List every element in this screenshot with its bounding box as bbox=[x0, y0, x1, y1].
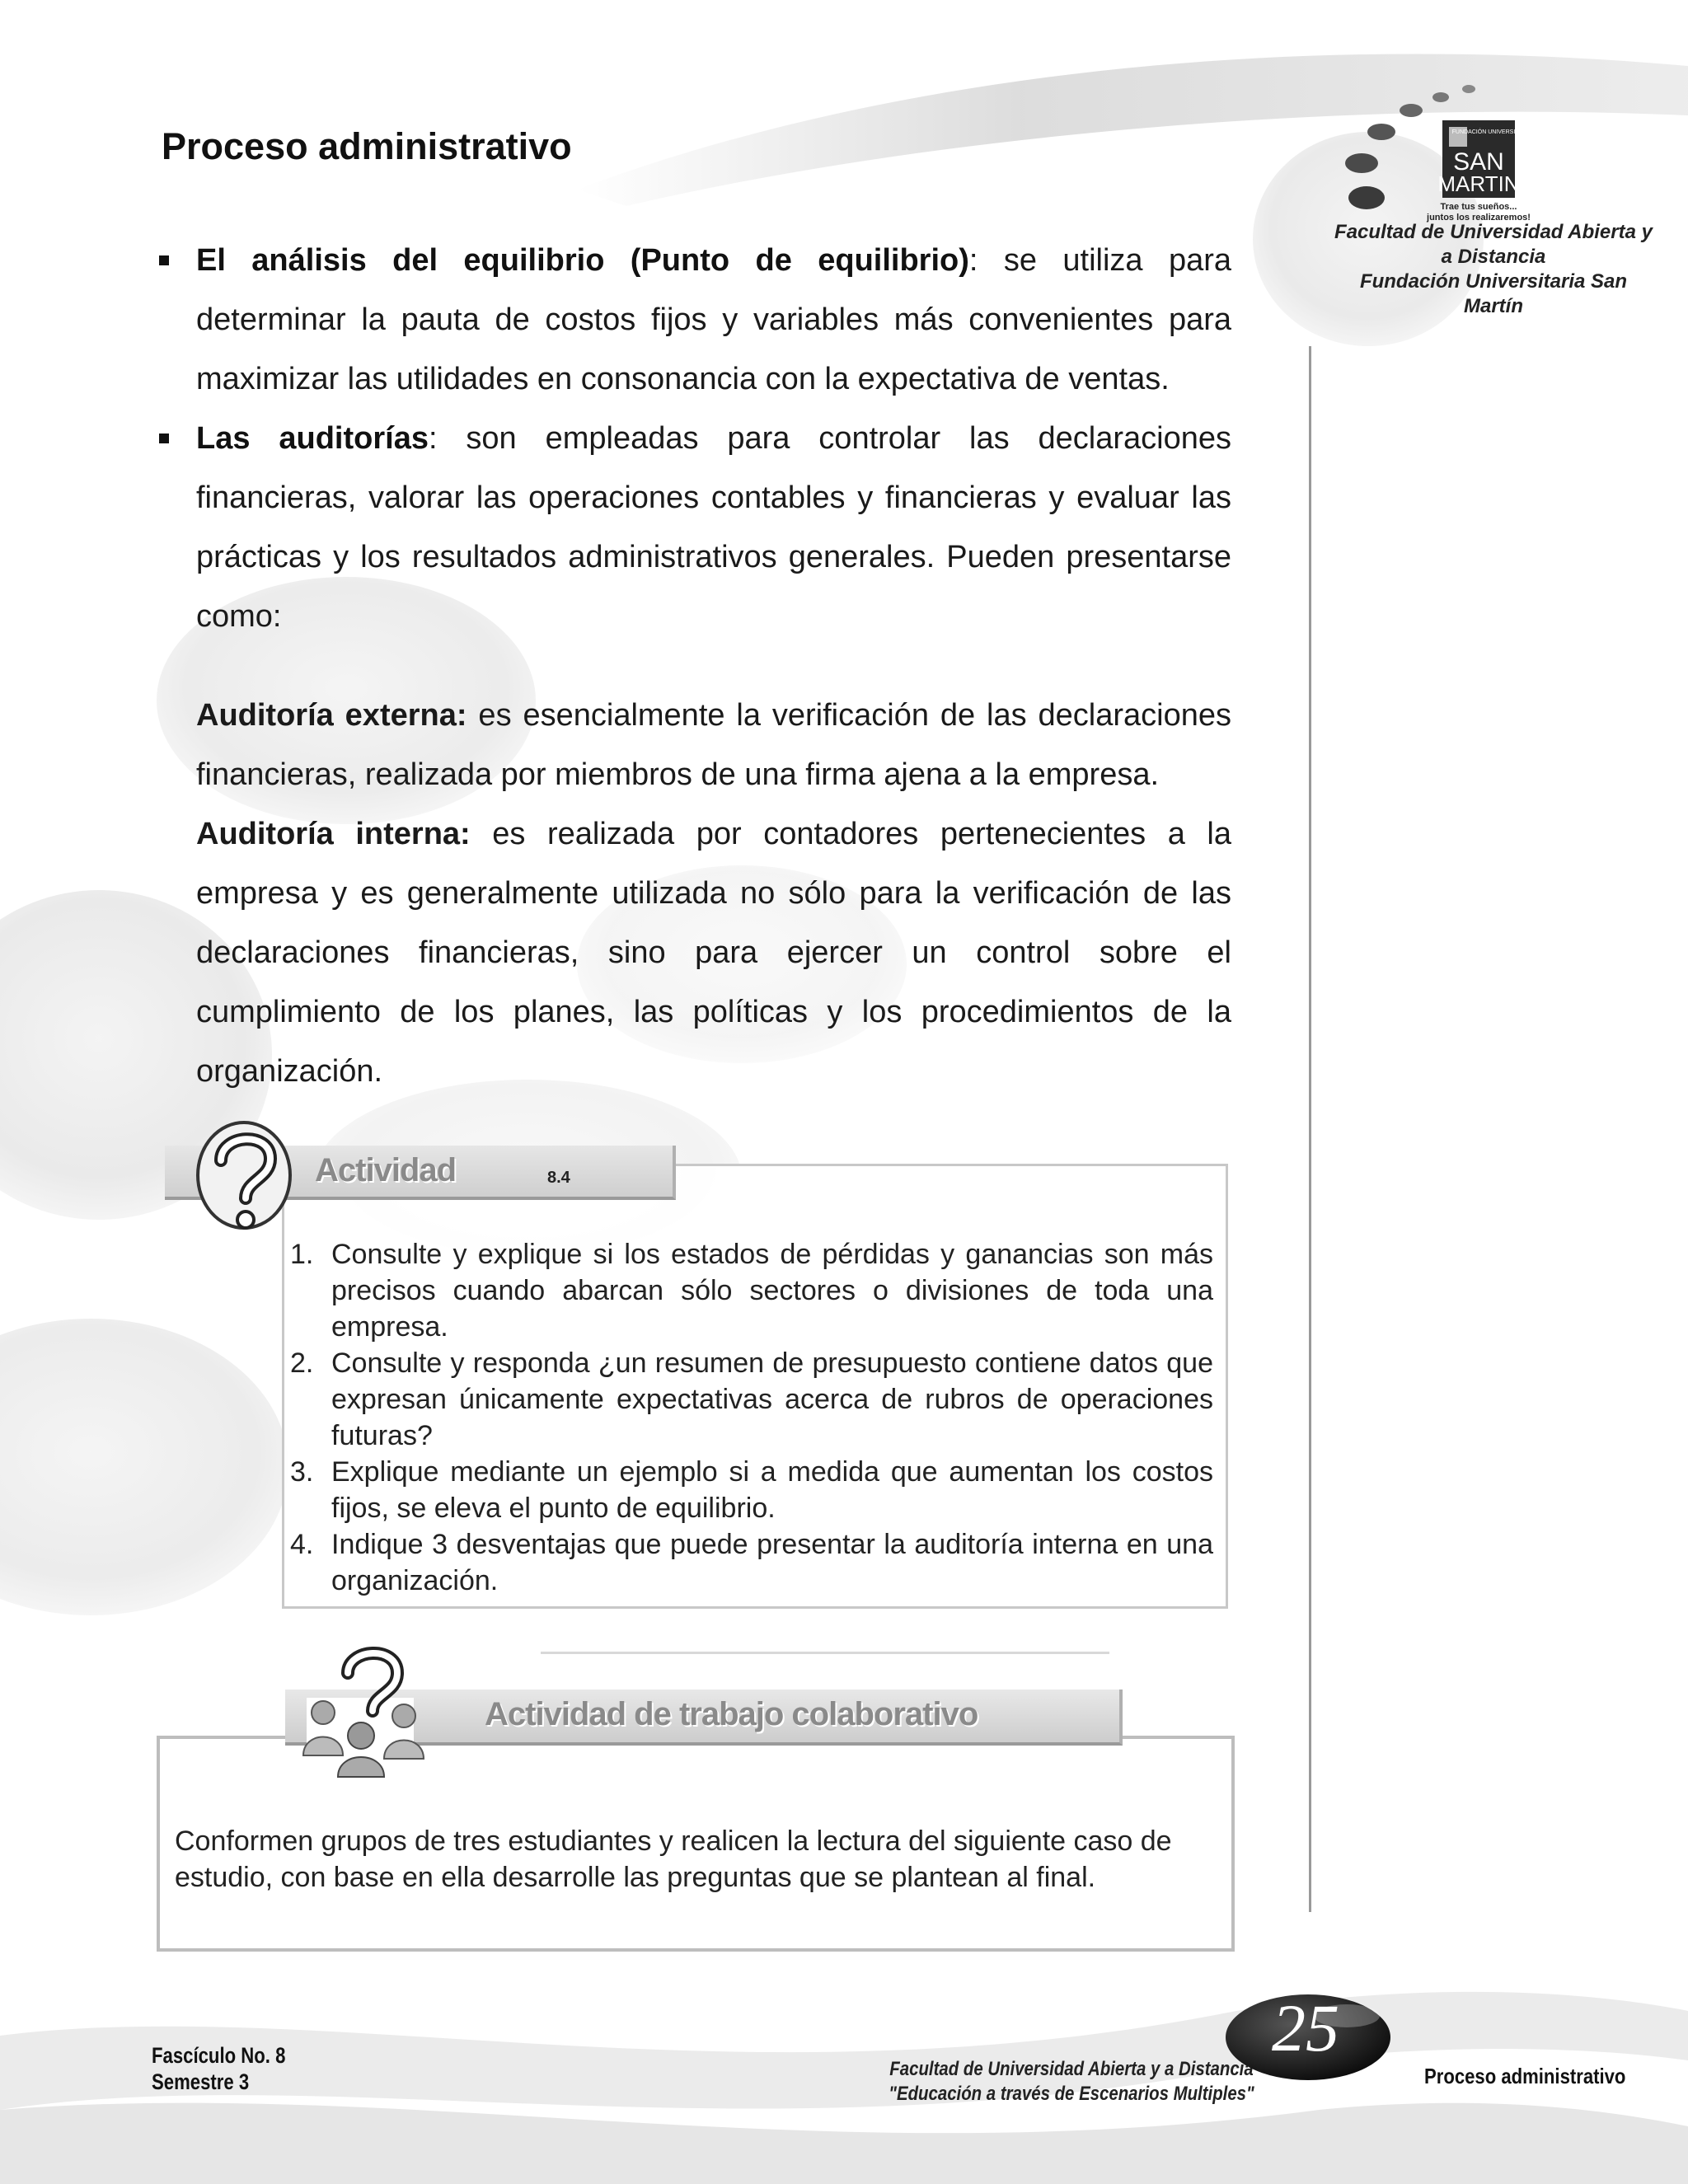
question-mark-icon bbox=[191, 1114, 298, 1238]
paragraph-text: es realizada por contadores pertenecientes a la empresa y es generalmente utilizada no sólo para la verificación de las declaraciones financieras, sino para ejercer un control sobre el cumplimiento de los planes, las políticas y los procedimientos de la organización. bbox=[196, 817, 1231, 1089]
logo-faculty-line1: Facultad de Universidad Abierta y a Distancia bbox=[1334, 221, 1653, 268]
page-number: 25 bbox=[1272, 1990, 1339, 2065]
logo-faculty-line2: Fundación Universitaria San Martín bbox=[1359, 270, 1628, 317]
paragraph-text: es esencialmente la verificación de las declaraciones financieras, realizada por miembros de una firma ajena a la empresa. bbox=[196, 698, 1232, 792]
bullet-audits bbox=[155, 409, 1231, 646]
paragraph-internal-audit bbox=[155, 804, 1231, 1101]
main-content bbox=[155, 231, 1231, 1101]
activity-number: 8.4 bbox=[547, 1169, 570, 1187]
group-question-icon bbox=[290, 1640, 429, 1779]
footer-faculty: Facultad de Universidad Abierta y a Distancia bbox=[889, 2058, 1254, 2080]
activity-item-text: Explique mediante un ejemplo si a medida que aumentan los costos fijos, se eleva el punto de equilibrio. bbox=[331, 1456, 1213, 1524]
footer-semestre: Semestre 3 bbox=[152, 2069, 250, 2094]
activity-item-text: Consulte y responda ¿un resumen de presupuesto contiene datos que expresan únicamente expectativas acerca de rubros de operaciones futuras? bbox=[331, 1347, 1213, 1451]
logo-label-top: FUNDACIÓN UNIVERSITARIA bbox=[1451, 129, 1532, 135]
activity-item-number: 1. bbox=[290, 1239, 314, 1270]
activity-item bbox=[290, 1526, 1213, 1599]
paragraph-external-audit bbox=[155, 686, 1231, 804]
footer-course: Proceso administrativo bbox=[1424, 2064, 1626, 2088]
footer-motto: "Educación a través de Escenarios Multiples" bbox=[889, 2083, 1254, 2105]
logo-name-line1: SAN bbox=[1453, 148, 1504, 176]
logo-slogan-line1: Trae tus sueños... bbox=[1440, 202, 1517, 212]
bullet-square-icon bbox=[159, 434, 169, 443]
margin-rule bbox=[1309, 346, 1311, 1912]
page-header-title: Proceso administrativo bbox=[162, 125, 572, 167]
activity-item-text: Consulte y explique si los estados de pérdidas y ganancias son más precisos cuando abarcan sólo sectores o divisiones de toda una empresa. bbox=[331, 1239, 1213, 1343]
bullet-term: El análisis del equilibrio (Punto de equilibrio) bbox=[196, 243, 969, 278]
bullet-text: : son empleadas para controlar las declaraciones financieras, valorar las operaciones contables y financieras y evaluar las prácticas y los resultados administrativos generales. Pueden presentarse como: bbox=[196, 421, 1231, 634]
activity-item-number: 4. bbox=[290, 1529, 314, 1560]
activity-item-number: 3. bbox=[290, 1456, 314, 1488]
paragraph-term: Auditoría interna: bbox=[196, 817, 471, 851]
university-logo bbox=[1329, 76, 1658, 317]
collab-label: Actividad de trabajo colaborativo bbox=[485, 1696, 978, 1732]
activity-item-text: Indique 3 desventajas que puede presentar la auditoría interna en una organización. bbox=[331, 1529, 1213, 1596]
activity-item-number: 2. bbox=[290, 1347, 314, 1379]
bullet-break-even bbox=[155, 231, 1231, 409]
footer-fasciculo: Fascículo No. 8 bbox=[152, 2043, 286, 2068]
collab-top-line bbox=[541, 1652, 1109, 1654]
logo-mark bbox=[1329, 76, 1658, 224]
activity-list bbox=[290, 1236, 1213, 1599]
activity-item bbox=[290, 1345, 1213, 1454]
activity-item bbox=[290, 1236, 1213, 1345]
activity-item bbox=[290, 1454, 1213, 1526]
logo-faculty-text bbox=[1329, 220, 1658, 319]
activity-label: Actividad bbox=[315, 1152, 457, 1188]
footer-center bbox=[861, 2057, 1282, 2107]
bullet-text: : se utiliza para determinar la pauta de costos fijos y variables más convenientes para maximizar las utilidades en consonancia con la expectativa de ventas. bbox=[196, 243, 1231, 396]
paragraph-term: Auditoría externa: bbox=[196, 698, 467, 733]
footer-left bbox=[152, 2042, 285, 2095]
bullet-square-icon bbox=[159, 255, 169, 265]
logo-name-line2: MARTIN bbox=[1437, 171, 1520, 196]
collab-text: Conformen grupos de tres estudiantes y realicen la lectura del siguiente caso de estudio, con base en ella desarrolle las preguntas que se plantean al final. bbox=[175, 1825, 1172, 1893]
logo-slogan-line2: juntos los realizaremos! bbox=[1427, 213, 1531, 223]
bullet-term: Las auditorías bbox=[196, 421, 429, 456]
